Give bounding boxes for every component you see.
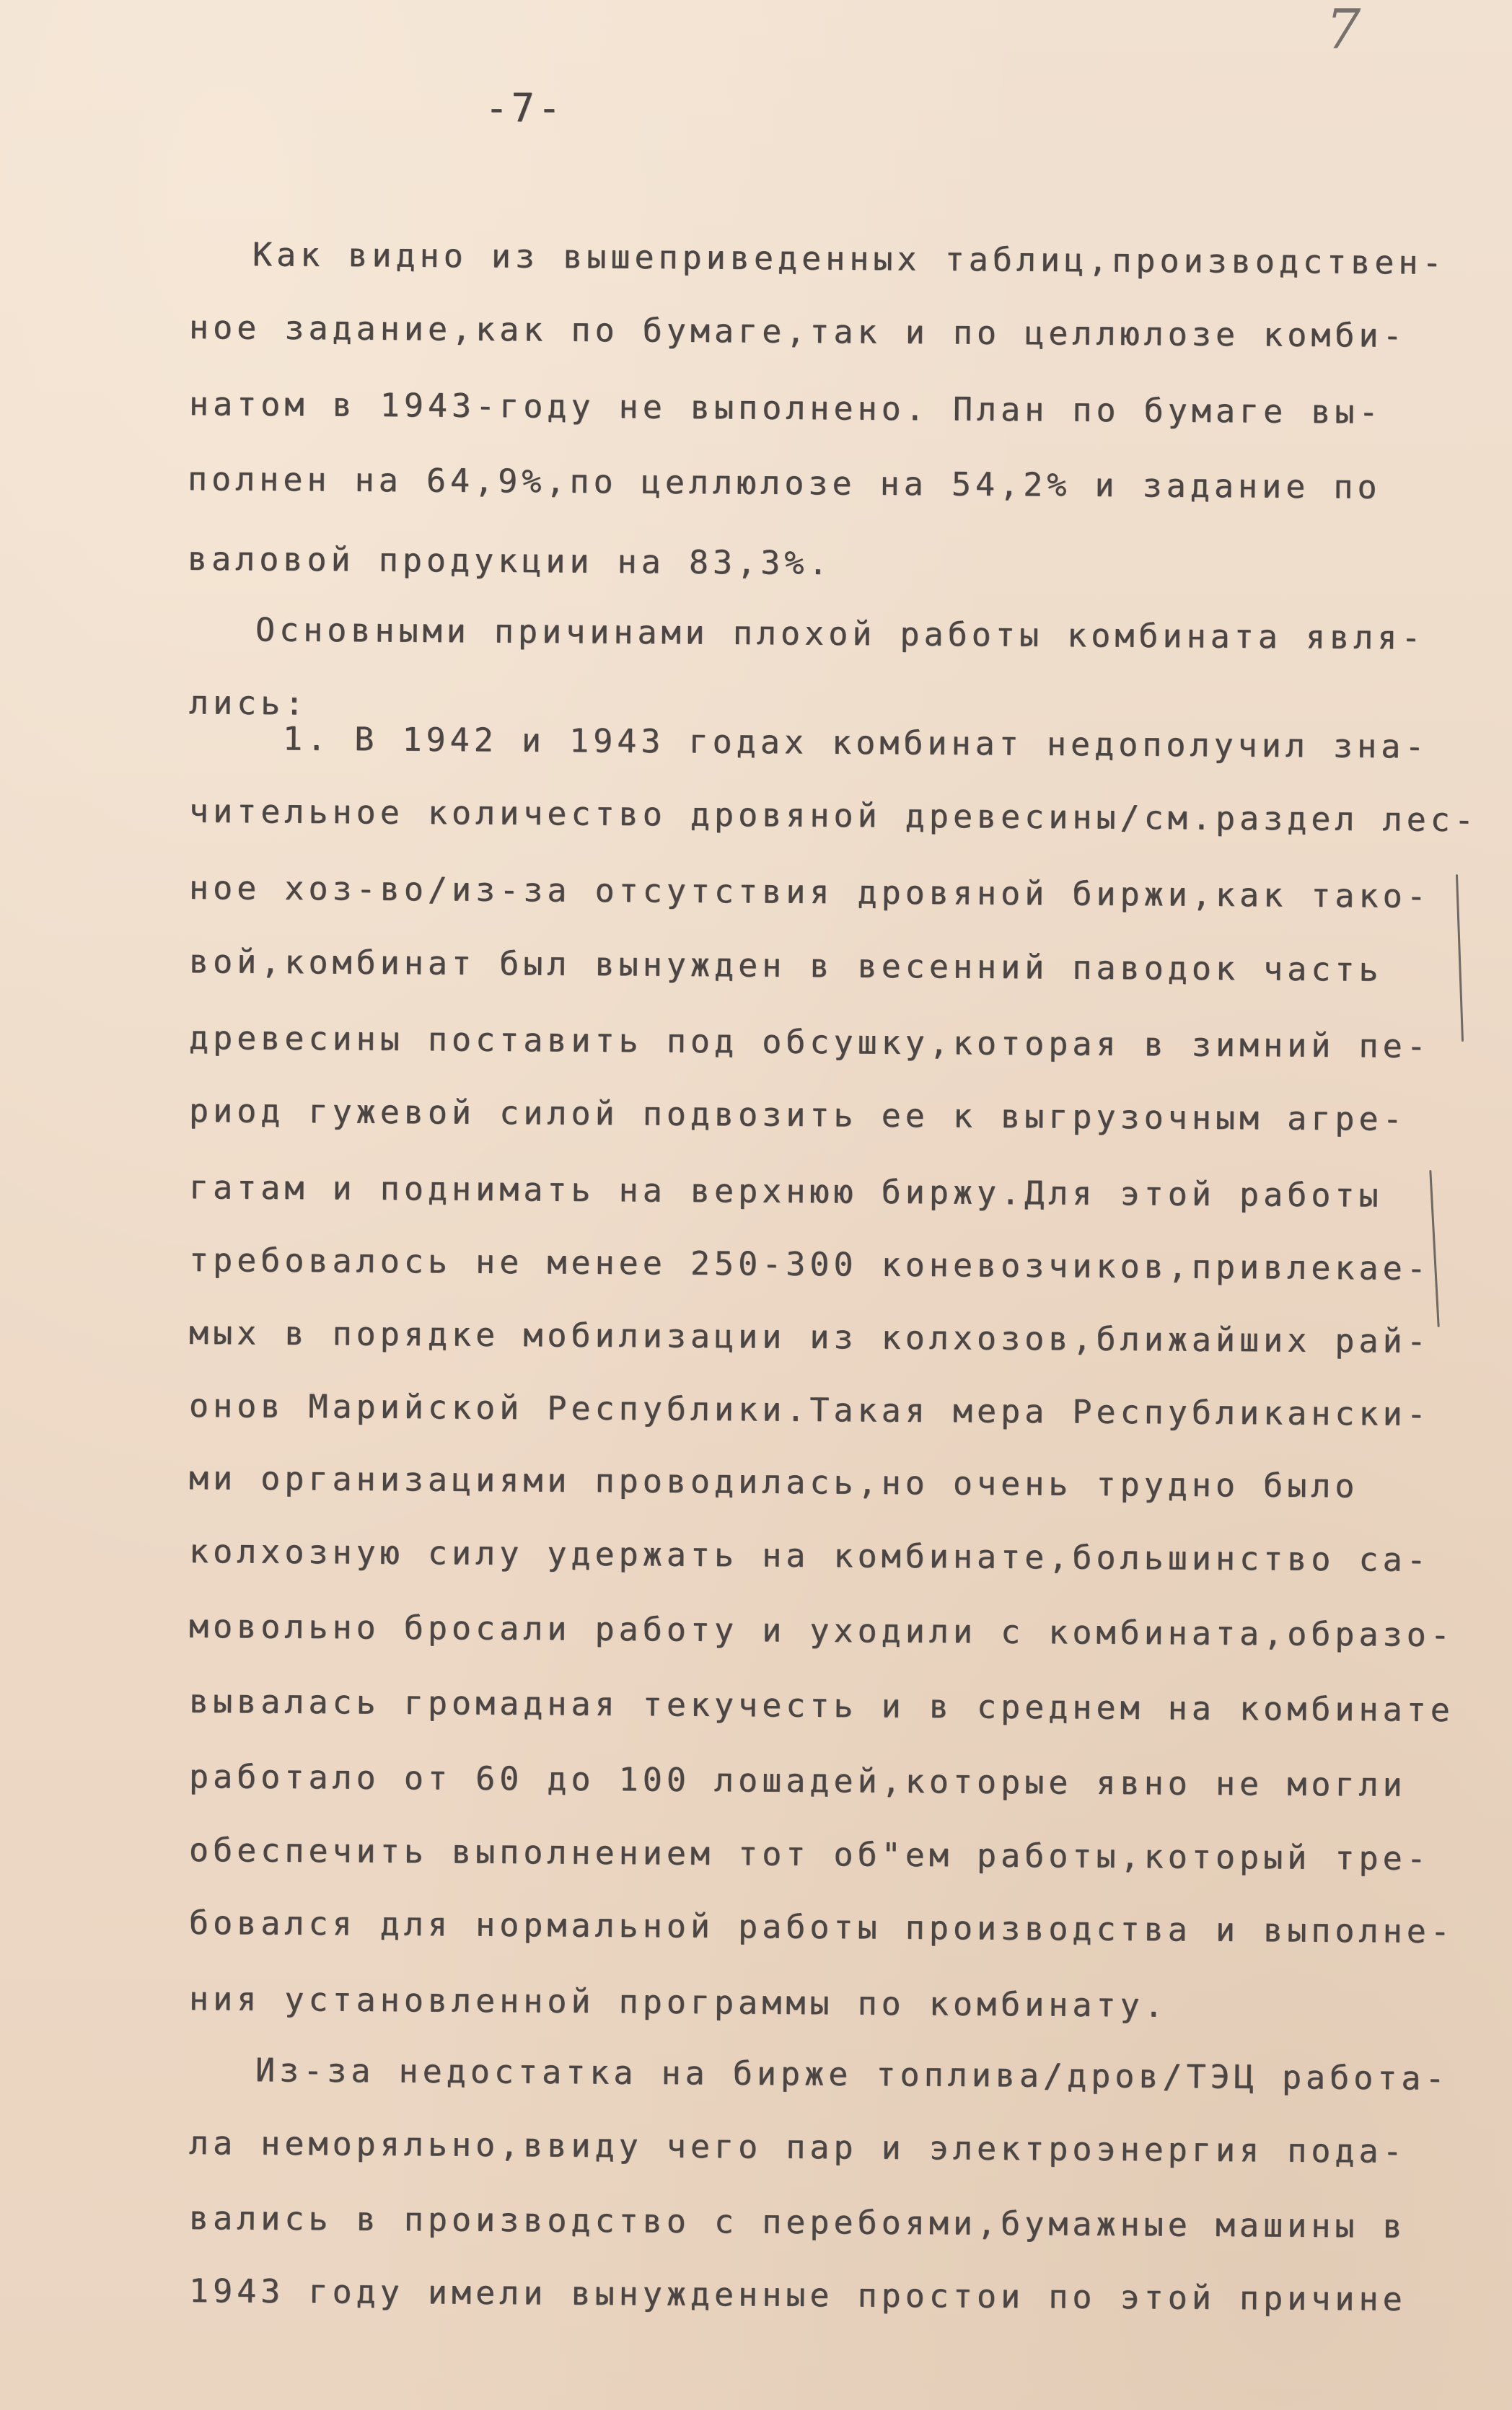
text-line: мых в порядке мобилизации из колхозов,ближайших рай- bbox=[188, 1313, 1430, 1361]
text-line: Основными причинами плохой работы комбината явля- bbox=[255, 610, 1425, 657]
margin-mark bbox=[1429, 1170, 1439, 1327]
text-line: 1. В 1942 и 1943 годах комбинат недополучил зна- bbox=[282, 719, 1429, 766]
text-line: валовой продукции на 83,3%. bbox=[187, 539, 832, 583]
text-line: ное хоз-во/из-за отсутствия дровяной биржи,как тако- bbox=[188, 868, 1430, 916]
text-line: требовалось не менее 250-300 коневозчиков,привлекае- bbox=[188, 1240, 1430, 1288]
text-line: ния установленной программы по комбинату. bbox=[188, 1979, 1168, 2025]
text-line: мовольно бросали работу и уходили с комбината,образо- bbox=[188, 1606, 1455, 1655]
text-line: бовался для нормальной работы производства и выполне- bbox=[188, 1903, 1455, 1951]
page-number: -7- bbox=[485, 85, 564, 131]
text-line: полнен на 64,9%,по целлюлозе на 54,2% и задание по bbox=[187, 459, 1381, 506]
text-line: древесины поставить под обсушку,которая в зимний пе- bbox=[188, 1018, 1430, 1066]
text-line: работало от 60 до 100 лошадей,которые явно не могли bbox=[188, 1757, 1407, 1804]
text-line: гатам и поднимать на верхнюю биржу.Для этой работы bbox=[188, 1168, 1383, 1215]
text-line: ми организациями проводилась,но очень трудно было bbox=[188, 1459, 1359, 1505]
text-line: риод гужевой силой подвозить ее к выгрузочным агре- bbox=[188, 1091, 1407, 1138]
margin-mark bbox=[1456, 874, 1464, 1042]
text-line: ное задание,как по бумаге,так и по целлюлозе комби- bbox=[188, 308, 1407, 355]
text-line: Из-за недостатка на бирже топлива/дров/ТЭЦ работа- bbox=[255, 2051, 1449, 2098]
text-line: колхозную силу удержать на комбинате,большинство са- bbox=[188, 1531, 1430, 1580]
text-line: Как видно из вышеприведенных таблиц,производствен- bbox=[252, 235, 1446, 282]
text-line: вались в производство с перебоями,бумажные машины в bbox=[188, 2199, 1407, 2246]
text-line: обеспечить выполнением тот об"ем работы,который тре- bbox=[188, 1830, 1430, 1878]
text-line: ла неморяльно,ввиду чего пар и электроэнергия пода- bbox=[188, 2124, 1407, 2171]
text-line: натом в 1943-году не выполнено. План по бумаге вы- bbox=[188, 384, 1383, 431]
text-line: лись: bbox=[188, 683, 309, 723]
archive-page-number: 7 bbox=[1326, 0, 1361, 61]
text-line: онов Марийской Республики.Такая мера Республикански- bbox=[188, 1386, 1430, 1434]
text-line: вывалась громадная текучесть и в среднем на комбинате bbox=[188, 1681, 1455, 1730]
text-line: вой,комбинат был вынужден в весенний паводок часть bbox=[188, 942, 1383, 989]
text-line: чительное количество дровяной древесины/см.раздел лес- bbox=[188, 791, 1479, 840]
text-line: 1943 году имели вынужденные простои по этой причине bbox=[188, 2272, 1407, 2318]
